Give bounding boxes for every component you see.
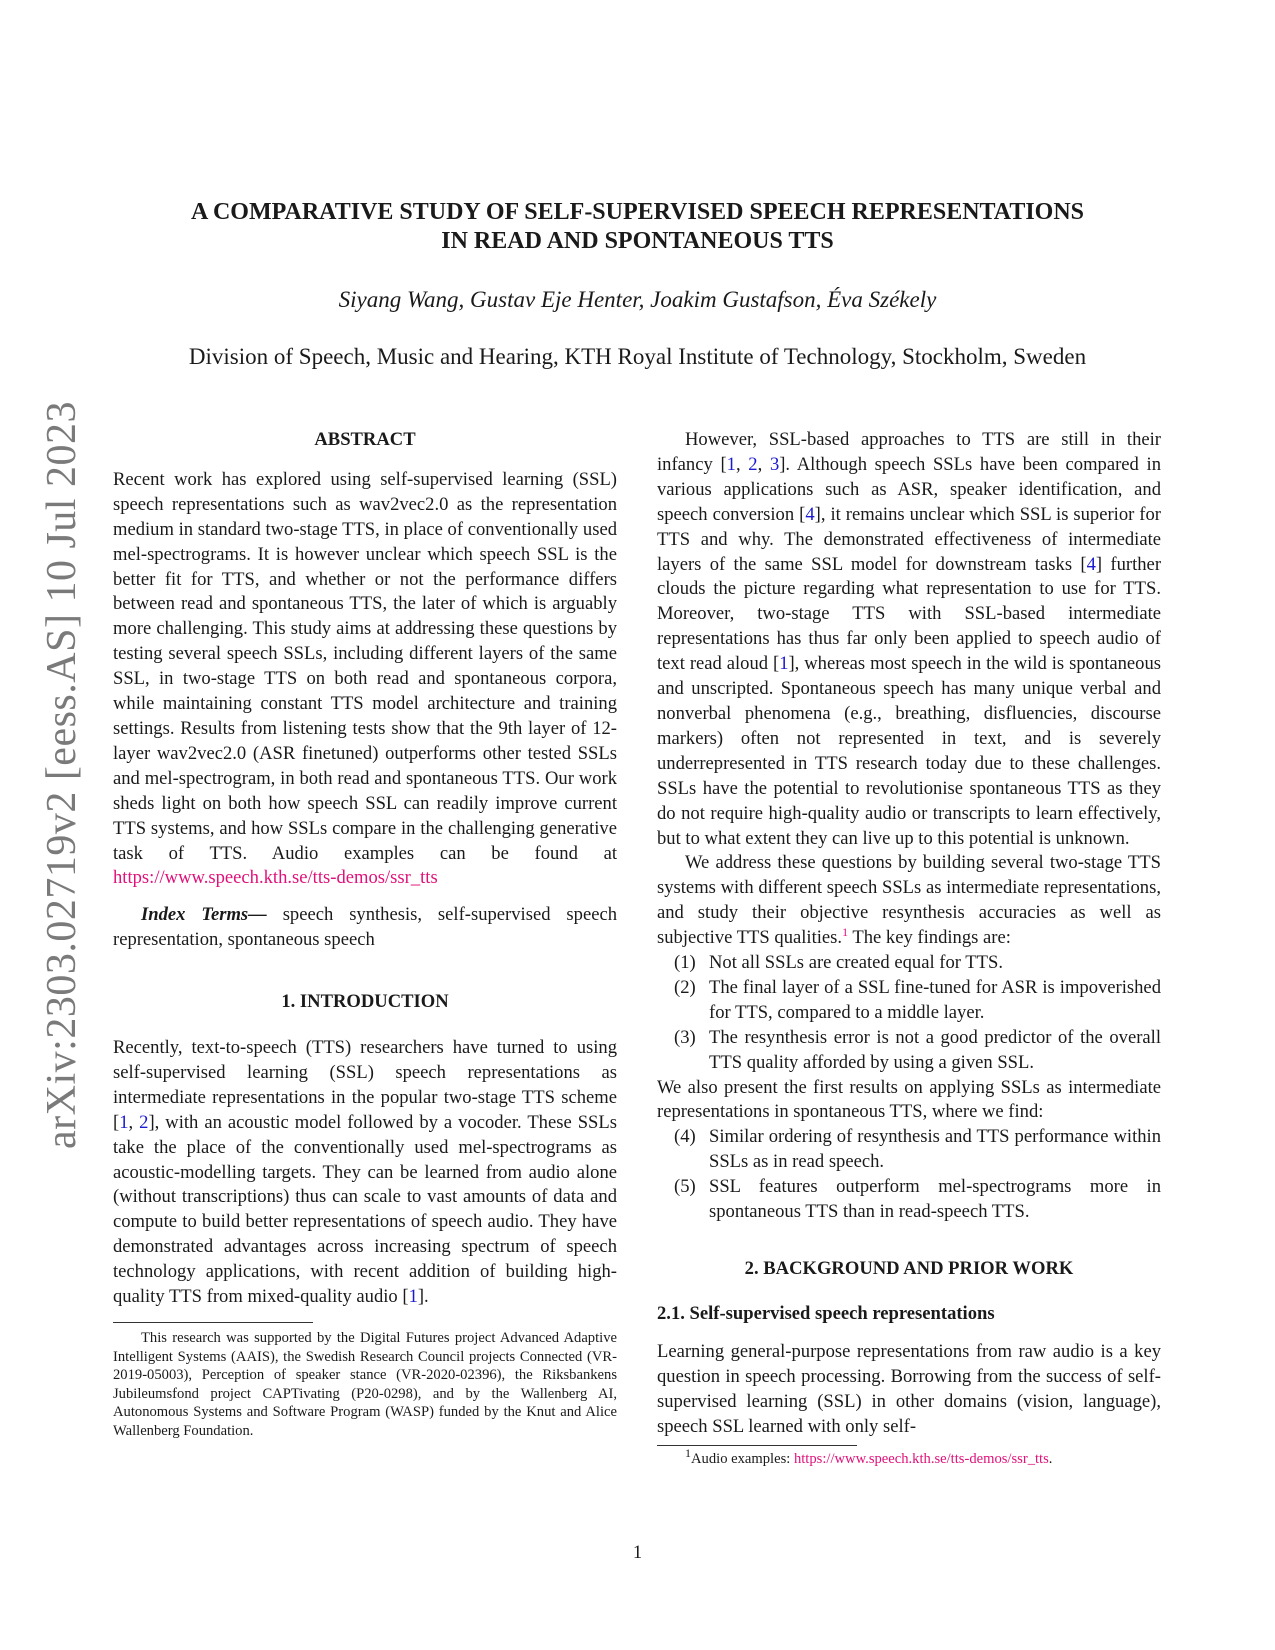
finding-item — [657, 1125, 1161, 1175]
footnote-marker[interactable]: 1 — [842, 924, 849, 939]
finding-item — [657, 1026, 1161, 1076]
page-number: 1 — [632, 1542, 643, 1563]
footnote-number: 1 — [685, 1446, 691, 1461]
funding-footnote — [113, 1329, 617, 1441]
finding-number: (1) — [674, 952, 696, 974]
citation-link[interactable]: 1 — [726, 453, 736, 475]
citation-link[interactable]: 2 — [748, 453, 758, 475]
citation-link[interactable]: 1 — [779, 653, 789, 675]
intro-text-c: ]. — [417, 1286, 429, 1308]
finding-number: (4) — [674, 1126, 696, 1148]
r-text-e: ], whereas most speech in the wild is spontaneous and unscripted. Spontaneous speech has many unique verbal and nonverbal phenomena (e.g., breathing, disfluencies, discourse markers) often not represented in text, and is severely underrepresented in TTS research today due to these challenges. SSLs have the potential to revolutionise spontaneous TTS as they do not require high-quality audio or transcripts to learn effectively, but to what extent they can live up to this potential is unknown. — [657, 653, 1162, 849]
finding-text: The final layer of a SSL fine-tuned for ASR is impoverished for TTS, compared to a middle layer. — [709, 976, 1161, 1023]
intro-paragraph — [113, 1036, 617, 1310]
funding-text: This research was supported by the Digital Futures project Advanced Adaptive Intelligent Systems (AAIS), the Swedish Research Council projects Connected (VR-2019-05003), Perception of speaker stance (VR-2020-02396), the Riksbankens Jubileumsfond project CAPTivating (P20-0298), and by the Wallenberg AI, Autonomous Systems and Software Program (WASP) funded by the Knut and Alice Wallenberg Foundation. — [113, 1330, 617, 1439]
r-text-b: ]. Although speech SSLs have been compared in various applications such as ASR, speaker identification, and speech conversion [ — [657, 453, 1161, 525]
arxiv-stamp: arXiv:2303.02719v2 [eess.AS] 10 Jul 2023 — [39, 401, 85, 1149]
findings-list — [657, 951, 1161, 1076]
paper-title — [0, 198, 1275, 256]
r-text-g: The key findings are: — [848, 927, 1011, 949]
citation-link[interactable]: 4 — [1086, 553, 1096, 575]
r-text-d: ] further clouds the picture regarding what representation to use for TTS. Moreover, two-stage TTS with SSL-based intermediate representations has thus far only been applied to speech audio of text read aloud [ — [657, 553, 1162, 675]
finding-text: SSL features outperform mel-spectrograms more in spontaneous TTS than in read-speech TTS. — [709, 1176, 1161, 1223]
right-column — [657, 428, 1161, 1469]
footnote-url-link[interactable]: https://www.speech.kth.se/tts-demos/ssr_tts — [793, 1451, 1049, 1468]
section-2-heading: 2. BACKGROUND AND PRIOR WORK — [744, 1258, 1074, 1279]
citation-link[interactable]: 1 — [119, 1111, 129, 1133]
finding-item — [657, 951, 1161, 976]
finding-text: Similar ordering of resynthesis and TTS performance within SSLs as in read speech. — [709, 1126, 1161, 1173]
right-paragraph-3: We also present the first results on applying SSLs as intermediate representations in spontaneous TTS, where we find: — [657, 1076, 1161, 1123]
left-column — [113, 428, 617, 1441]
abstract-text — [113, 468, 617, 891]
finding-text: Not all SSLs are created equal for TTS. — [709, 952, 1003, 974]
index-terms-label: Index Terms— — [141, 904, 267, 926]
title-line-1: A COMPARATIVE STUDY OF SELF-SUPERVISED SPEECH REPRESENTATIONS — [190, 199, 1085, 225]
r-text-a: However, SSL-based approaches to TTS are still in their infancy [ — [657, 429, 1161, 475]
cite-sep: , — [128, 1111, 140, 1133]
finding-text: The resynthesis error is not a good predictor of the overall TTS quality afforded by using a given SSL. — [709, 1026, 1161, 1073]
abstract-url-link[interactable]: https://www.speech.kth.se/tts-demos/ssr_tts — [113, 867, 438, 889]
subsection-2-1-heading: 2.1. Self-supervised speech representations — [657, 1302, 995, 1324]
footnote-end: . — [1048, 1451, 1053, 1468]
intro-text-a: Recently, text-to-speech (TTS) researchers have turned to using self-supervised learning (SSL) speech representations as intermediate representations in the popular two-stage TTS scheme [ — [113, 1037, 617, 1133]
right-paragraph-2 — [657, 851, 1161, 951]
citation-link[interactable]: 1 — [408, 1286, 418, 1308]
abstract-body: Recent work has explored using self-supervised learning (SSL) speech representations such as wav2vec2.0 as the representation medium in standard two-stage TTS, in place of conventionally used mel-spectrograms. It is however unclear which speech SSL is the better fit for TTS, and whether or not the performance differs between read and spontaneous TTS, the later of which is arguably more challenging. This study aims at addressing these questions by testing several speech SSLs, including different layers of the same SSL, in two-stage TTS on both read and spontaneous corpora, while maintaining constant TTS model architecture and training settings. Results from listening tests show that the 9th layer of 12-layer wav2vec2.0 (ASR finetuned) outperforms other tested SSLs and mel-spectrogram, in both read and spontaneous TTS. Our work sheds light on both how speech SSL can readily improve current TTS systems, and how SSLs compare in the challenging generative task of TTS. Audio examples can be found at — [113, 468, 617, 864]
r-text-c: ], it remains unclear which SSL is superior for TTS and why. The demonstrated effectiveness of intermediate layers of the same SSL model for downstream tasks [ — [657, 503, 1161, 575]
finding-number: (3) — [674, 1026, 696, 1048]
authors: Siyang Wang, Gustav Eje Henter, Joakim Gustafson, Éva Székely — [338, 287, 937, 312]
index-terms — [113, 903, 617, 953]
intro-text-b: ], with an acoustic model followed by a vocoder. These SSLs take the place of the conventionally used mel-spectrograms as acoustic-modelling targets. They can be learned from audio alone (without transcriptions) thus can scale to vast amounts of data and compute to build better representations of speech audio. They have demonstrated advantages across increasing spectrum of speech technology applications, with recent addition of building high-quality TTS from mixed-quality audio [ — [113, 1111, 617, 1308]
right-paragraph-1: However, SSL-based approaches to TTS are still in their infancy [1, 2, 3]. Although speech SSLs have been compared in various applications such as ASR, speaker identification, and speech conversion [4], it remains unclear which SSL is superior for TTS and why. The demonstrated effectiveness of intermediate layers of the same SSL model for downstream tasks [4] further clouds the picture regarding what representation to use for TTS. Moreover, two-stage TTS with SSL-based intermediate representations has thus far only been applied to speech audio of text read aloud [1], whereas most speech in the wild is spontaneous and unscripted. Spontaneous speech has many unique verbal and nonverbal phenomena (e.g., breathing, disfluencies, discourse markers) often not represented in text, and is severely underrepresented in TTS research today due to these challenges. SSLs have the potential to revolutionise spontaneous TTS as they do not require high-quality audio or transcripts to learn effectively, but to what extent they can live up to this potential is unknown. — [657, 429, 1162, 849]
r-text-f: We address these questions by building several two-stage TTS systems with different speech SSLs as intermediate representations, and study their objective resynthesis accuracies as well as subjective TTS qualities. — [657, 852, 1161, 949]
intro-heading: 1. INTRODUCTION — [281, 991, 449, 1013]
finding-item — [657, 976, 1161, 1026]
finding-item — [657, 1175, 1161, 1225]
citation-link[interactable]: 3 — [769, 453, 780, 475]
abstract-heading: ABSTRACT — [314, 429, 416, 450]
findings-list-2 — [657, 1125, 1161, 1225]
right-paragraph-4: Learning general-purpose representations from raw audio is a key question in speech processing. Borrowing from the success of self-supervised learning (SSL) in other domains (vision, language), speech SSL learned with only self- — [657, 1340, 1161, 1437]
citation-link[interactable]: 4 — [805, 503, 815, 525]
citation-link[interactable]: 2 — [139, 1111, 149, 1133]
finding-number: (2) — [674, 976, 696, 998]
finding-number: (5) — [674, 1176, 696, 1198]
title-line-2: IN READ AND SPONTANEOUS TTS — [441, 228, 834, 254]
footnote-label: Audio examples: — [691, 1451, 794, 1468]
audio-footnote — [657, 1446, 1161, 1469]
affiliation: Division of Speech, Music and Hearing, KTH Royal Institute of Technology, Stockholm, Sweden — [188, 344, 1087, 369]
index-terms-text: speech synthesis, self-supervised speech representation, spontaneous speech — [113, 904, 617, 951]
